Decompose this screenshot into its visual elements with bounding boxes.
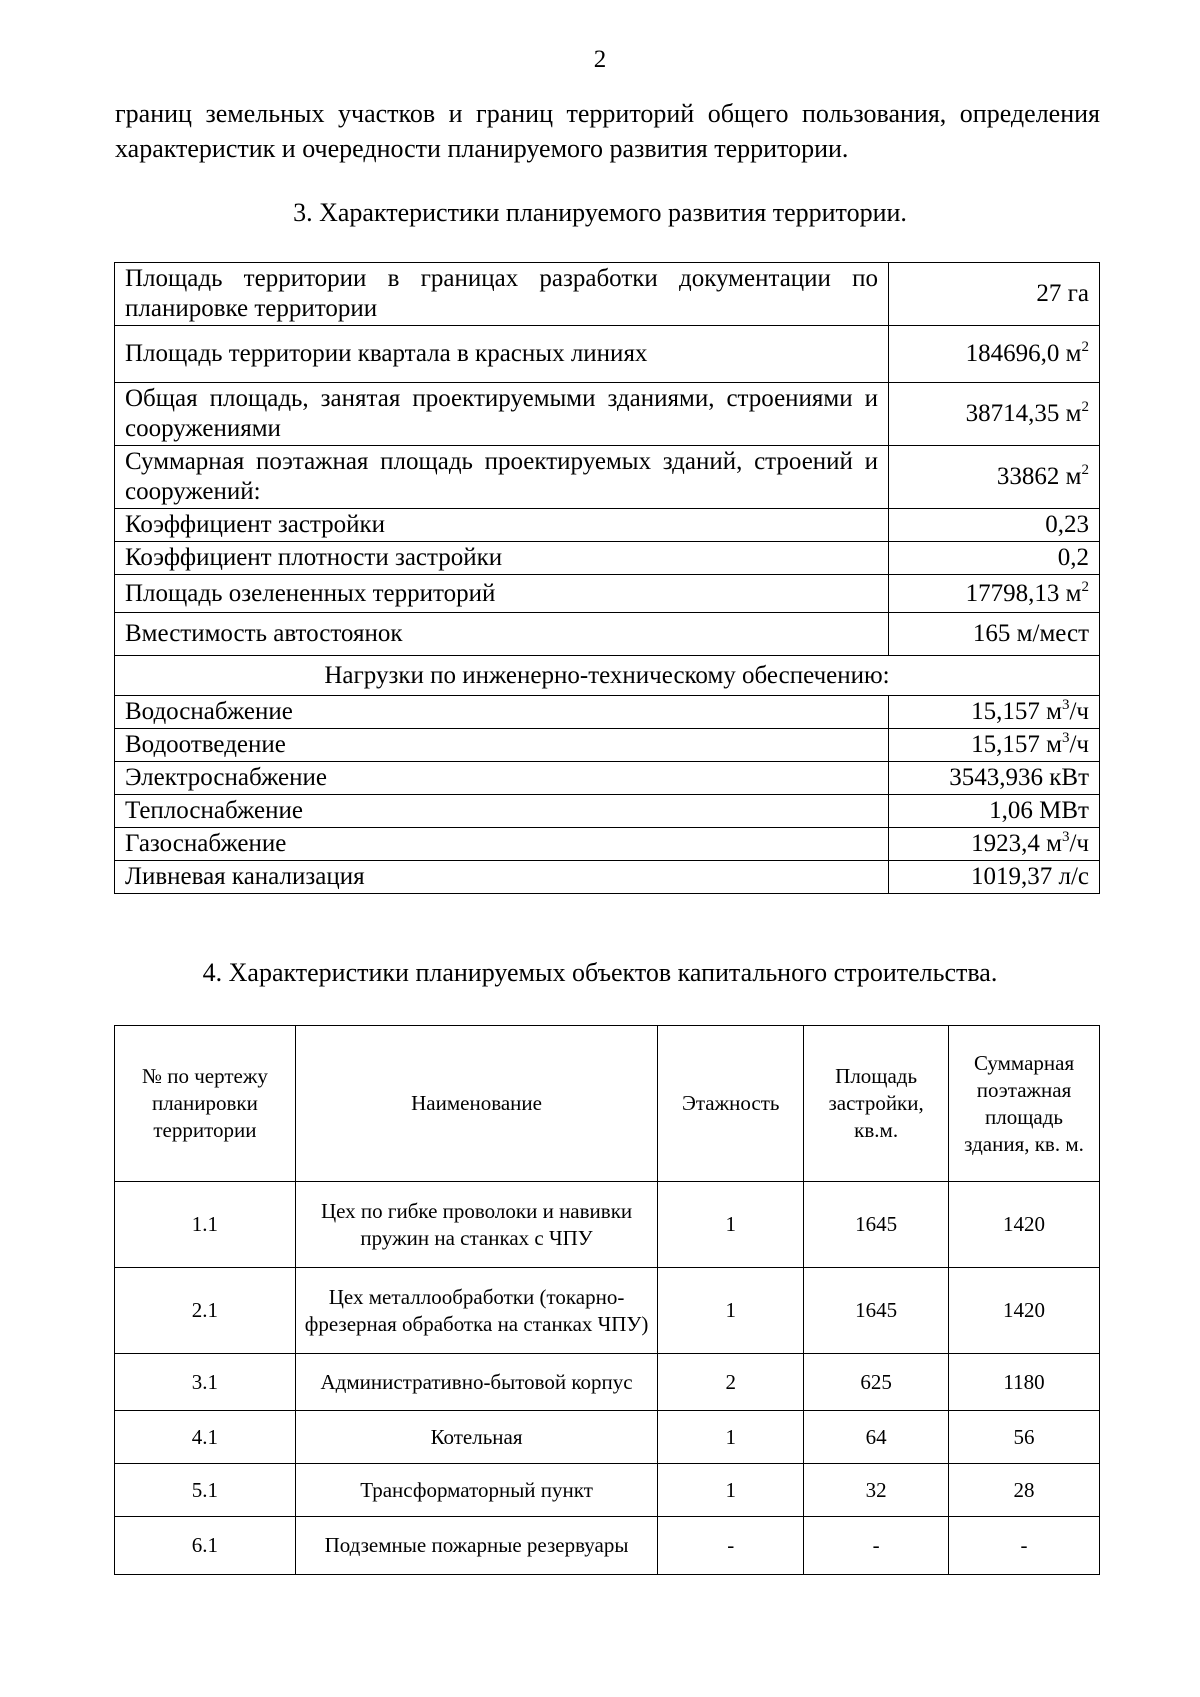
object-total-area: 1420 xyxy=(949,1182,1100,1268)
table-row xyxy=(115,1464,1100,1517)
table-row xyxy=(115,861,1100,894)
object-total-area: 56 xyxy=(949,1411,1100,1464)
characteristic-value: 165 м/мест xyxy=(889,613,1100,656)
table-row xyxy=(115,1182,1100,1268)
characteristic-label: Коэффициент плотности застройки xyxy=(115,542,889,575)
object-area: 1645 xyxy=(804,1182,949,1268)
load-value: 15,157 $м^3/ч$ xyxy=(889,729,1100,762)
characteristic-label: Суммарная поэтажная площадь проектируемых зданий, строений и сооружений: xyxy=(115,446,889,509)
table-row xyxy=(115,656,1100,696)
table-row xyxy=(115,1517,1100,1575)
table-row xyxy=(115,575,1100,613)
object-floors: 1 xyxy=(658,1182,804,1268)
object-area: 1645 xyxy=(804,1268,949,1354)
intro-paragraph: границ земельных участков и границ территорий общего пользования, определения характеристик и очередности планируемого развития территории. xyxy=(115,99,1100,163)
object-name: Административно-бытовой корпус xyxy=(295,1354,657,1411)
load-value: 15,157 $м^3/ч$ xyxy=(889,696,1100,729)
table-row xyxy=(115,1411,1100,1464)
object-number: 3.1 xyxy=(115,1354,296,1411)
load-label: Водоотведение xyxy=(115,729,889,762)
characteristic-label: Площадь территории квартала в красных линиях xyxy=(115,326,889,383)
table-row xyxy=(115,509,1100,542)
table-row xyxy=(115,828,1100,861)
table-row xyxy=(115,795,1100,828)
load-label: Газоснабжение xyxy=(115,828,889,861)
load-label: Электроснабжение xyxy=(115,762,889,795)
characteristic-label: Вместимость автостоянок xyxy=(115,613,889,656)
table-row xyxy=(115,613,1100,656)
table-row xyxy=(115,383,1100,446)
objects-table xyxy=(114,1025,1100,1575)
load-label: Водоснабжение xyxy=(115,696,889,729)
section-3-title: 3. Характеристики планируемого развития территории. xyxy=(293,198,907,227)
table-row xyxy=(115,263,1100,326)
column-header-name: Наименование xyxy=(295,1026,657,1182)
section-4-title: 4. Характеристики планируемых объектов капитального строительства. xyxy=(202,958,998,987)
table-header-row xyxy=(115,1026,1100,1182)
object-number: 5.1 xyxy=(115,1464,296,1517)
object-name: Трансформаторный пункт xyxy=(295,1464,657,1517)
table-row xyxy=(115,542,1100,575)
page-number: 2 xyxy=(593,46,607,73)
load-value: 1,06 МВт xyxy=(889,795,1100,828)
object-number: 1.1 xyxy=(115,1182,296,1268)
table-row xyxy=(115,762,1100,795)
load-value: 3543,936 кВт xyxy=(889,762,1100,795)
object-floors: 1 xyxy=(658,1464,804,1517)
object-floors: 2 xyxy=(658,1354,804,1411)
object-area: 64 xyxy=(804,1411,949,1464)
object-area: 625 xyxy=(804,1354,949,1411)
object-name: Цех металлообработки (токарно-фрезерная обработка на станках ЧПУ) xyxy=(295,1268,657,1354)
object-name: Цех по гибке проволоки и навивки пружин на станках с ЧПУ xyxy=(295,1182,657,1268)
column-header-area: Площадь застройки, кв.м. xyxy=(804,1026,949,1182)
characteristic-label: Общая площадь, занятая проектируемыми зданиями, строениями и сооружениями xyxy=(115,383,889,446)
object-area: 32 xyxy=(804,1464,949,1517)
object-total-area: 1180 xyxy=(949,1354,1100,1411)
object-total-area: 28 xyxy=(949,1464,1100,1517)
characteristic-value: 0,2 xyxy=(889,542,1100,575)
object-floors: 1 xyxy=(658,1268,804,1354)
characteristic-value: 27 га xyxy=(889,263,1100,326)
characteristic-label: Коэффициент застройки xyxy=(115,509,889,542)
object-total-area: 1420 xyxy=(949,1268,1100,1354)
characteristic-value: 184696,0 $м^2$ xyxy=(889,326,1100,383)
load-value: 1923,4 $м^3/ч$ xyxy=(889,828,1100,861)
column-header-floors: Этажность xyxy=(658,1026,804,1182)
object-number: 6.1 xyxy=(115,1517,296,1575)
characteristic-value: 38714,35 $м^2$ xyxy=(889,383,1100,446)
table-row xyxy=(115,326,1100,383)
object-floors: - xyxy=(658,1517,804,1575)
characteristic-value: 17798,13 $м^2$ xyxy=(889,575,1100,613)
characteristic-label: Площадь озелененных территорий xyxy=(115,575,889,613)
table-row xyxy=(115,1268,1100,1354)
object-name: Подземные пожарные резервуары xyxy=(295,1517,657,1575)
object-area: - xyxy=(804,1517,949,1575)
object-floors: 1 xyxy=(658,1411,804,1464)
load-label: Теплоснабжение xyxy=(115,795,889,828)
characteristic-value: 0,23 xyxy=(889,509,1100,542)
column-header-total-area: Суммарная поэтажная площадь здания, кв. м. xyxy=(949,1026,1100,1182)
load-value: 1019,37 л/с xyxy=(889,861,1100,894)
table-row xyxy=(115,446,1100,509)
object-name: Котельная xyxy=(295,1411,657,1464)
characteristic-value: 33862 $м^2$ xyxy=(889,446,1100,509)
characteristics-table xyxy=(114,262,1100,894)
object-total-area: - xyxy=(949,1517,1100,1575)
table-row xyxy=(115,1354,1100,1411)
column-header-number: № по чертежу планировки территории xyxy=(115,1026,296,1182)
loads-subheader: Нагрузки по инженерно-техническому обеспечению: xyxy=(115,656,1100,696)
table-row xyxy=(115,696,1100,729)
object-number: 4.1 xyxy=(115,1411,296,1464)
object-number: 2.1 xyxy=(115,1268,296,1354)
load-label: Ливневая канализация xyxy=(115,861,889,894)
characteristic-label: Площадь территории в границах разработки документации по планировке территории xyxy=(115,263,889,326)
table-row xyxy=(115,729,1100,762)
